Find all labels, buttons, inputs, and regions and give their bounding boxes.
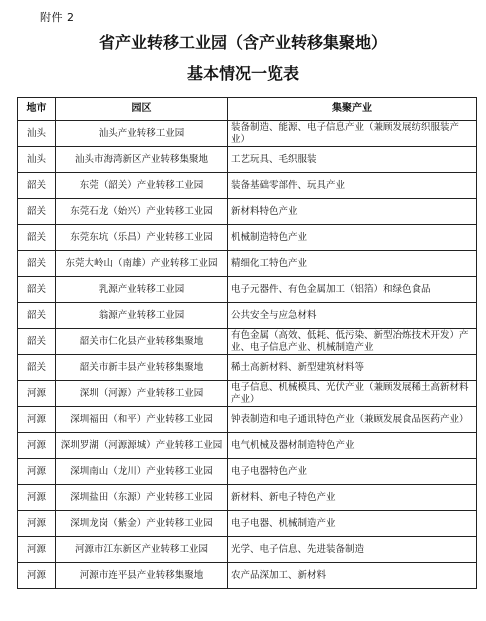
table-row <box>18 433 477 459</box>
park-cell: 东莞石龙（始兴）产业转移工业园 <box>56 199 228 225</box>
industry-cell: 农产品深加工、新材料 <box>228 563 477 589</box>
table-row <box>18 251 477 277</box>
city-cell: 河源 <box>18 433 56 459</box>
industry-cell: 电气机械及器材制造特色产业 <box>228 433 477 459</box>
park-cell: 河源市连平县产业转移集聚地 <box>56 563 228 589</box>
park-cell: 深圳龙岗（紫金）产业转移工业园 <box>56 511 228 537</box>
table-row <box>18 511 477 537</box>
park-cell: 深圳南山（龙川）产业转移工业园 <box>56 459 228 485</box>
industry-cell: 光学、电子信息、先进装备制造 <box>228 537 477 563</box>
city-cell: 韶关 <box>18 329 56 355</box>
page-title: 省产业转移工业园（含产业转移集聚地） <box>98 33 387 52</box>
industry-cell: 有色金属（高效、低耗、低污染、新型冶炼技术开发）产业、电子信息产业、机械制造产业 <box>228 329 477 355</box>
table-row <box>18 303 477 329</box>
header-city: 地市 <box>18 98 56 121</box>
city-cell: 汕头 <box>18 121 56 147</box>
city-cell: 河源 <box>18 563 56 589</box>
table-header-row <box>18 98 477 121</box>
industry-cell: 精细化工特色产业 <box>228 251 477 277</box>
table-row <box>18 277 477 303</box>
table-row <box>18 537 477 563</box>
table-row <box>18 407 477 433</box>
industry-cell: 公共安全与应急材料 <box>228 303 477 329</box>
park-cell: 汕头市海湾新区产业转移集聚地 <box>56 147 228 173</box>
park-cell: 深圳罗湖（河源源城）产业转移工业园 <box>56 433 228 459</box>
park-cell: 东莞（韶关）产业转移工业园 <box>56 173 228 199</box>
city-cell: 汕头 <box>18 147 56 173</box>
city-cell: 韶关 <box>18 277 56 303</box>
city-cell: 韶关 <box>18 251 56 277</box>
industry-cell: 电子元器件、有色金属加工（铝箔）和绿色食品 <box>228 277 477 303</box>
city-cell: 韶关 <box>18 173 56 199</box>
table-row <box>18 225 477 251</box>
city-cell: 韶关 <box>18 199 56 225</box>
header-industry: 集聚产业 <box>228 98 477 121</box>
industry-cell: 工艺玩具、毛织服装 <box>228 147 477 173</box>
city-cell: 河源 <box>18 407 56 433</box>
park-cell: 东莞东坑（乐昌）产业转移工业园 <box>56 225 228 251</box>
city-cell: 韶关 <box>18 303 56 329</box>
table-row <box>18 199 477 225</box>
table-row <box>18 121 477 147</box>
park-cell: 深圳盐田（东源）产业转移工业园 <box>56 485 228 511</box>
industry-cell: 新材料特色产业 <box>228 199 477 225</box>
table-row <box>18 459 477 485</box>
industry-cell: 装备制造、能源、电子信息产业（兼顾发展纺织服装产业） <box>228 121 477 147</box>
city-cell: 河源 <box>18 381 56 407</box>
industry-cell: 装备基础零部件、玩具产业 <box>228 173 477 199</box>
industrial-park-table <box>17 97 477 589</box>
city-cell: 河源 <box>18 511 56 537</box>
park-cell: 东莞大岭山（南雄）产业转移工业园 <box>56 251 228 277</box>
park-cell: 翁源产业转移工业园 <box>56 303 228 329</box>
industry-cell: 机械制造特色产业 <box>228 225 477 251</box>
header-park: 园区 <box>56 98 228 121</box>
industry-cell: 电子电器、机械制造产业 <box>228 511 477 537</box>
table-row <box>18 329 477 355</box>
table-row <box>18 147 477 173</box>
industry-cell: 电子信息、机械模具、光伏产业（兼顾发展稀土高新材料产业） <box>228 381 477 407</box>
park-cell: 汕头产业转移工业园 <box>56 121 228 147</box>
table-row <box>18 355 477 381</box>
city-cell: 河源 <box>18 537 56 563</box>
city-cell: 韶关 <box>18 225 56 251</box>
park-cell: 韶关市仁化县产业转移集聚地 <box>56 329 228 355</box>
industry-cell: 新材料、新电子特色产业 <box>228 485 477 511</box>
industry-cell: 稀土高新材料、新型建筑材料等 <box>228 355 477 381</box>
attachment-label: 附件 2 <box>40 11 75 24</box>
park-cell: 河源市江东新区产业转移工业园 <box>56 537 228 563</box>
city-cell: 河源 <box>18 485 56 511</box>
industry-cell: 电子电器特色产业 <box>228 459 477 485</box>
park-cell: 深圳福田（和平）产业转移工业园 <box>56 407 228 433</box>
table-row <box>18 485 477 511</box>
table-row <box>18 563 477 589</box>
table-row <box>18 173 477 199</box>
page-subtitle: 基本情况一览表 <box>186 64 299 83</box>
industry-cell: 钟表制造和电子通讯特色产业（兼顾发展食品医药产业） <box>228 407 477 433</box>
city-cell: 韶关 <box>18 355 56 381</box>
park-cell: 乳源产业转移工业园 <box>56 277 228 303</box>
park-cell: 深圳（河源）产业转移工业园 <box>56 381 228 407</box>
city-cell: 河源 <box>18 459 56 485</box>
table-row <box>18 381 477 407</box>
park-cell: 韶关市新丰县产业转移集聚地 <box>56 355 228 381</box>
